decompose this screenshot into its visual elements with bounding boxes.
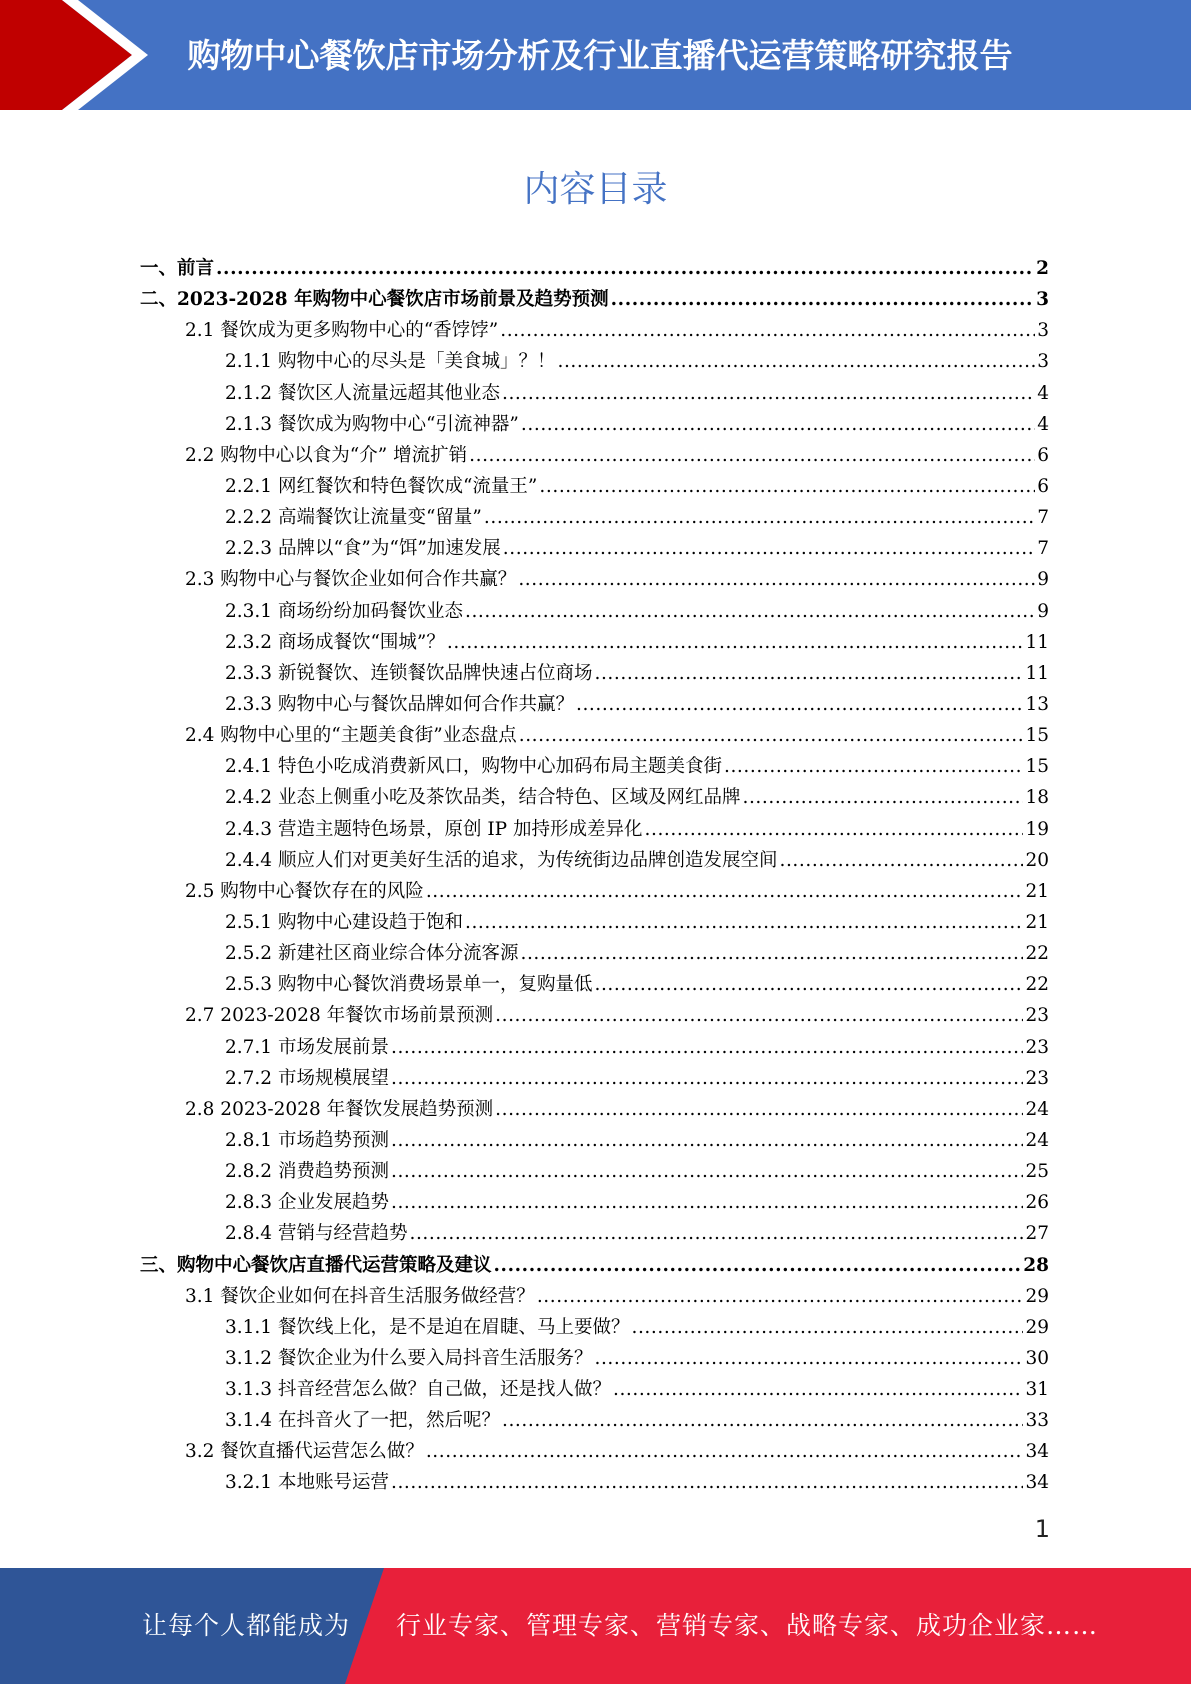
toc-entry-label: 2.5.3 购物中心餐饮消费场景单一，复购量低: [225, 974, 593, 996]
toc-entry-page: 33: [1025, 1410, 1049, 1432]
toc-dot-leader: [502, 378, 1035, 409]
toc-entry[interactable]: [140, 1000, 1049, 1031]
toc-entry[interactable]: [140, 502, 1049, 533]
toc-entry-label: 一、前言: [140, 258, 215, 279]
toc-entry[interactable]: [140, 907, 1049, 938]
toc-entry[interactable]: [140, 284, 1049, 315]
toc-entry-page: 18: [1025, 787, 1049, 809]
toc-entry-label: 2.1 餐饮成为更多购物中心的“香饽饽”: [185, 320, 499, 342]
toc-entry-label: 2.8.3 企业发展趋势: [225, 1192, 389, 1214]
toc-entry-page: 9: [1037, 569, 1049, 591]
toc-entry-label: 二、2023-2028 年购物中心餐饮店市场前景及趋势预测: [140, 289, 609, 311]
toc-entry-label: 2.4 购物中心里的“主题美食街”业态盘点: [185, 725, 517, 747]
toc-entry-label: 2.3.1 商场纷纷加码餐饮业态: [225, 600, 463, 622]
toc-entry-label: 2.1.2 餐饮区人流量远超其他业态: [225, 382, 500, 404]
toc-entry-page: 15: [1025, 756, 1049, 778]
toc-entry-page: 29: [1025, 1316, 1049, 1338]
toc-entry-label: 2.4.1 特色小吃成消费新风口，购物中心加码布局主题美食街: [225, 756, 722, 778]
toc-entry-page: 24: [1025, 1098, 1049, 1120]
toc-entry[interactable]: [140, 409, 1049, 440]
footer-slogan-right: 行业专家、管理专家、营销专家、战略专家、成功企业家……: [396, 1611, 1099, 1640]
toc-entry[interactable]: [140, 938, 1049, 969]
toc-entry[interactable]: [140, 782, 1049, 813]
toc-entry[interactable]: [140, 1312, 1049, 1343]
toc-dot-leader: [521, 409, 1035, 440]
toc-dot-leader: [391, 1467, 1023, 1498]
toc-dot-leader: [742, 782, 1023, 813]
toc-dot-leader: [537, 1281, 1024, 1312]
toc-entry[interactable]: [140, 1063, 1049, 1094]
toc-dot-leader: [613, 1374, 1023, 1405]
toc-entry-page: 6: [1037, 444, 1049, 466]
toc-entry[interactable]: [140, 1218, 1049, 1249]
toc-entry[interactable]: [140, 440, 1049, 471]
toc-entry-label: 3.1.2 餐饮企业为什么要入局抖音生活服务？: [225, 1347, 593, 1369]
toc-dot-leader: [469, 440, 1035, 471]
toc-entry-label: 2.2.3 品牌以“食”为“饵”加速发展: [225, 538, 501, 560]
toc-entry-page: 21: [1025, 880, 1049, 902]
toc-dot-leader: [391, 1032, 1023, 1063]
toc-entry-page: 30: [1025, 1347, 1049, 1369]
toc-entry-label: 3.1.1 餐饮线上化，是不是迫在眉睫、马上要做？: [225, 1316, 630, 1338]
toc-entry[interactable]: [140, 1094, 1049, 1125]
toc-heading: 内容目录: [523, 169, 668, 210]
toc-dot-leader: [724, 751, 1023, 782]
toc-entry-page: 4: [1037, 382, 1049, 404]
toc-entry-label: 2.3 购物中心与餐饮企业如何合作共赢？: [185, 569, 517, 591]
toc-entry[interactable]: [140, 751, 1049, 782]
toc-dot-leader: [518, 564, 1035, 595]
toc-dot-leader: [594, 1343, 1023, 1374]
toc-entry-page: 23: [1025, 1005, 1049, 1027]
toc-entry-label: 3.2.1 本地账号运营: [225, 1472, 389, 1494]
toc-entry-page: 3: [1036, 289, 1049, 311]
toc-dot-leader: [520, 938, 1023, 969]
toc-entry-page: 27: [1025, 1223, 1049, 1245]
toc-entry[interactable]: [140, 658, 1049, 689]
toc-entry-label: 2.4.3 营造主题特色场景，原创 IP 加持形成差异化: [225, 818, 643, 840]
toc-entry-label: 2.7.2 市场规模展望: [225, 1067, 389, 1089]
toc-entry-label: 3.1.3 抖音经营怎么做？自己做，还是找人做？: [225, 1379, 611, 1401]
toc-dot-leader: [644, 814, 1023, 845]
toc-entry[interactable]: [140, 1032, 1049, 1063]
toc-dot-leader: [391, 1187, 1023, 1218]
footer-slogan-left: 让每个人都能成为: [142, 1611, 351, 1640]
toc-entry[interactable]: [140, 378, 1049, 409]
toc-entry-label: 2.2.2 高端餐饮让流量变“留量”: [225, 507, 482, 529]
toc-entry-page: 3: [1037, 351, 1049, 373]
toc-entry-label: 2.1.3 餐饮成为购物中心“引流神器”: [225, 413, 519, 435]
toc-entry-label: 2.8.4 营销与经营趋势: [225, 1223, 408, 1245]
toc-entry-page: 23: [1025, 1036, 1049, 1058]
toc-dot-leader: [391, 1125, 1023, 1156]
toc-entry-page: 19: [1025, 818, 1049, 840]
toc-entry[interactable]: [140, 315, 1049, 346]
toc-dot-leader: [539, 471, 1035, 502]
toc-entry-page: 9: [1037, 600, 1049, 622]
toc-entry[interactable]: [140, 1405, 1049, 1436]
toc-dot-leader: [216, 253, 1034, 284]
toc-entry[interactable]: [140, 564, 1049, 595]
report-title: 购物中心餐饮店市场分析及行业直播代运营策略研究报告: [187, 36, 1013, 75]
toc-entry[interactable]: [140, 689, 1049, 720]
toc-entry-page: 11: [1025, 631, 1049, 653]
toc-entry[interactable]: [140, 876, 1049, 907]
toc-entry-page: 24: [1025, 1129, 1049, 1151]
toc-entry-label: 2.8 2023-2028 年餐饮发展趋势预测: [185, 1098, 494, 1120]
toc-entry-page: 7: [1037, 507, 1049, 529]
toc-entry[interactable]: [140, 845, 1049, 876]
toc-entry-page: 31: [1025, 1379, 1049, 1401]
toc-entry-label: 2.5 购物中心餐饮存在的风险: [185, 880, 424, 902]
toc-dot-leader: [519, 720, 1024, 751]
toc-entry[interactable]: [140, 1156, 1049, 1187]
toc-dot-leader: [465, 907, 1023, 938]
toc-entry-label: 2.3.2 商场成餐饮“围城”？: [225, 631, 445, 653]
toc-entry-label: 2.5.2 新建社区商业综合体分流客源: [225, 943, 519, 965]
toc-entry-page: 28: [1023, 1254, 1049, 1276]
toc-entry-page: 4: [1037, 413, 1049, 435]
page-number: 1: [1034, 1515, 1050, 1543]
toc-entry-label: 2.4.2 业态上侧重小吃及茶饮品类，结合特色、区域及网红品牌: [225, 787, 741, 809]
toc-dot-leader: [391, 1063, 1023, 1094]
toc-entry[interactable]: [140, 1467, 1049, 1498]
toc-dot-leader: [391, 1156, 1023, 1187]
toc-entry[interactable]: [140, 627, 1049, 658]
toc-dot-leader: [426, 876, 1024, 907]
toc-entry[interactable]: [140, 1281, 1049, 1312]
toc-dot-leader: [409, 1218, 1023, 1249]
toc-entry[interactable]: [140, 596, 1049, 627]
toc-dot-leader: [557, 346, 1035, 377]
toc-entry[interactable]: [140, 720, 1049, 751]
toc-dot-leader: [495, 1000, 1023, 1031]
toc-entry-page: 2: [1036, 258, 1049, 279]
toc-entry-label: 2.4.4 顺应人们对更美好生活的追求，为传统街边品牌创造发展空间: [225, 849, 778, 871]
toc-dot-leader: [611, 284, 1035, 315]
toc-entry[interactable]: [140, 1343, 1049, 1374]
toc-entry-page: 7: [1037, 538, 1049, 560]
toc-entry-label: 2.2.1 网红餐饮和特色餐饮成“流量王”: [225, 475, 538, 497]
toc-entry[interactable]: [140, 1374, 1049, 1405]
toc-dot-leader: [594, 969, 1023, 1000]
toc-entry-page: 34: [1025, 1441, 1049, 1463]
toc-entry-page: 29: [1025, 1285, 1049, 1307]
header-band: [0, 0, 1191, 110]
toc-entry-label: 2.8.1 市场趋势预测: [225, 1129, 389, 1151]
toc-entry-page: 6: [1037, 475, 1049, 497]
toc-entry-label: 3.1.4 在抖音火了一把，然后呢？: [225, 1410, 500, 1432]
toc-entry[interactable]: [140, 814, 1049, 845]
toc-entry-page: 11: [1025, 662, 1049, 684]
toc-dot-leader: [502, 1405, 1023, 1436]
toc-dot-leader: [484, 502, 1035, 533]
toc-entry-page: 34: [1025, 1472, 1049, 1494]
toc-entry-page: 25: [1025, 1161, 1049, 1183]
toc-entry[interactable]: [140, 1436, 1049, 1467]
toc-entry-page: 26: [1025, 1192, 1049, 1214]
toc-entry[interactable]: [140, 1187, 1049, 1218]
toc-entry-label: 2.8.2 消费趋势预测: [225, 1161, 389, 1183]
toc-entry-label: 2.3.3 购物中心与餐饮品牌如何合作共赢？: [225, 693, 574, 715]
toc-entry-page: 23: [1025, 1067, 1049, 1089]
toc-dot-leader: [631, 1312, 1023, 1343]
toc-entry-page: 21: [1025, 911, 1049, 933]
toc-entry-label: 2.5.1 购物中心建设趋于饱和: [225, 911, 463, 933]
toc-entry[interactable]: [140, 1125, 1049, 1156]
toc-entry[interactable]: [140, 253, 1049, 284]
toc-dot-leader: [495, 1094, 1023, 1125]
toc-entry-label: 2.3.3 新锐餐饮、连锁餐饮品牌快速占位商场: [225, 662, 593, 684]
toc-entry-label: 3.1 餐饮企业如何在抖音生活服务做经营？: [185, 1285, 535, 1307]
toc-entry-label: 三、购物中心餐饮店直播代运营策略及建议: [140, 1254, 492, 1276]
toc-entry[interactable]: [140, 1250, 1049, 1281]
toc-entry-label: 2.7 2023-2028 年餐饮市场前景预测: [185, 1005, 494, 1027]
toc-dot-leader: [594, 658, 1023, 689]
toc-entry-page: 13: [1025, 693, 1049, 715]
toc-dot-leader: [576, 689, 1023, 720]
toc-entry[interactable]: [140, 969, 1049, 1000]
toc-entry-label: 3.2 餐饮直播代运营怎么做？: [185, 1441, 424, 1463]
toc-dot-leader: [779, 845, 1023, 876]
table-of-contents: [140, 253, 1049, 1499]
toc-entry-page: 20: [1025, 849, 1049, 871]
toc-dot-leader: [465, 596, 1035, 627]
toc-dot-leader: [426, 1436, 1024, 1467]
toc-entry-page: 22: [1025, 974, 1049, 996]
toc-dot-leader: [494, 1250, 1022, 1281]
toc-entry-label: 2.2 购物中心以食为“介” 增流扩销: [185, 444, 468, 466]
toc-entry-page: 3: [1037, 320, 1049, 342]
toc-dot-leader: [500, 315, 1035, 346]
toc-entry[interactable]: [140, 471, 1049, 502]
toc-entry[interactable]: [140, 533, 1049, 564]
toc-dot-leader: [447, 627, 1024, 658]
footer-band: [0, 1568, 1191, 1684]
toc-dot-leader: [503, 533, 1035, 564]
toc-entry-label: 2.7.1 市场发展前景: [225, 1036, 389, 1058]
toc-entry-page: 22: [1025, 943, 1049, 965]
toc-entry-label: 2.1.1 购物中心的尽头是「美食城」？！: [225, 351, 556, 373]
toc-entry-page: 15: [1025, 725, 1049, 747]
toc-entry[interactable]: [140, 346, 1049, 377]
